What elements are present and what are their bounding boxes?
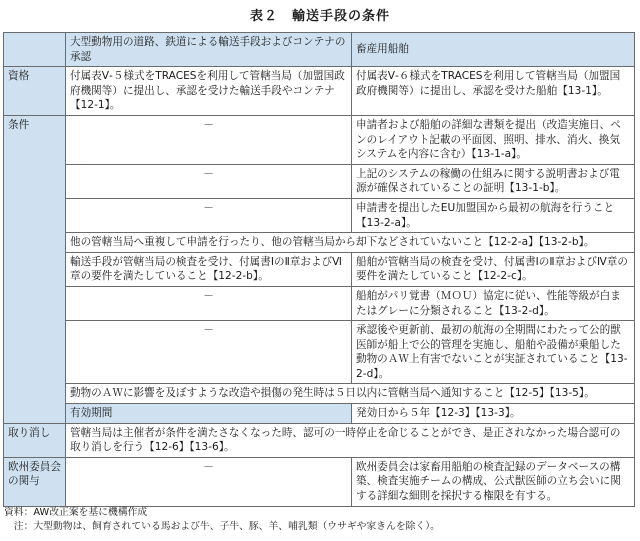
header-land-transport: 大型動物用の道路、鉄道による輸送手段およびコンテナの承認	[66, 33, 352, 67]
conditions-common-no-duplicate: 他の管轄当局へ重複して申請を行ったり、他の管轄当局から却下などされていないこと【12-2-a】【13-2-b】。	[66, 233, 635, 253]
header-empty-cell	[4, 33, 66, 67]
conditions-sea-documents: 申請者および船舶の詳細な書類を提出（改造実施日、ペンのレイアウト記載の平面図、照明、排水、消火、換気システムを内容に含む）【13-1-a】。	[352, 115, 635, 164]
row-label-eu-commission: 欧州委員会の関与	[4, 457, 66, 506]
header-row	[4, 33, 635, 67]
row-conditions-common-2	[4, 384, 635, 404]
conditions-land-dash-2: －	[66, 164, 352, 198]
conditions-sea-power-proof: 上記のシステムの稼働の仕組みに関する説明書および電源が確保されていることの証明【13-1-b】。	[352, 164, 635, 198]
eu-commission-land-dash: －	[66, 457, 352, 506]
conditions-common-notify: 動物のＡＷに影響を及ぼすような改造や損傷の発生時は５日以内に管轄当局へ通知すること【12-5】【13-5】。	[66, 384, 635, 404]
qualification-sea: 付属表Ⅴ‐６様式をTRACESを利用して管轄当局（加盟国政府機関等）に提出し、承認を受けた船舶【13-1】。	[352, 67, 635, 116]
validity-text: 発効日から５年【12-3】【13-3】。	[352, 404, 635, 424]
row-label-qualification: 資格	[4, 67, 66, 116]
row-conditions-5	[4, 321, 635, 384]
revocation-text: 管轄当局は主催者が条件を満たさなくなった時、認可の一時停止を命じることができ、是正されなかった場合認可の取り消しを行う【12-6】【13-6】。	[66, 423, 635, 457]
row-label-conditions: 条件	[4, 115, 66, 423]
row-conditions-1	[4, 115, 635, 164]
conditions-land-dash-5: －	[66, 321, 352, 384]
conditions-sea-paris-mou: 船舶がパリ覚書（ＭＯＵ）協定に従い、性能等級が白またはグレーに分類されること【13-2-d】。	[352, 286, 635, 320]
conditions-land-inspection: 輸送手段が管轄当局の検査を受け、付属書ⅠのⅡ章およびⅥ章の要件を満たしていること【12-2-b】。	[66, 252, 352, 286]
row-revocation	[4, 423, 635, 457]
table-title: 表２ 輸送手段の条件	[249, 9, 390, 24]
conditions-sea-official-vet: 承認後や更新前、最初の航海の全期間にわたって公的獣医師が船上で公的管理を実施し、船舶や設備が乗船した動物のＡＷ上有害でないことが実証されていること【13-2-d】。	[352, 321, 635, 384]
conditions-sea-inspection: 船舶が管轄当局の検査を受け、付属書ⅠのⅡ章およびⅣ章の要件を満たしていること【12-2-c】。	[352, 252, 635, 286]
header-livestock-vessel: 畜産用船舶	[352, 33, 635, 67]
conditions-land-dash-4: －	[66, 286, 352, 320]
conditions-land-dash-1: －	[66, 115, 352, 164]
row-conditions-3	[4, 198, 635, 232]
row-qualification	[4, 67, 635, 116]
qualification-land: 付属表Ⅴ‐５様式をTRACESを利用して管轄当局（加盟国政府機関等）に提出し、承認を受けた輸送手段やコンテナ【12-1】。	[66, 67, 352, 116]
conditions-sea-first-voyage: 申請書を提出したEU加盟国から最初の航海を行うこと【13-2-a】。	[352, 198, 635, 232]
row-conditions-inspection	[4, 252, 635, 286]
source-note: 資料：AW改正案を基に機構作成	[4, 507, 148, 518]
row-eu-commission	[4, 457, 635, 506]
row-conditions-2	[4, 164, 635, 198]
footnote: 注：大型動物は、飼育されている馬および牛、子牛、豚、羊、哺乳類（ウサギや家きんを除く）。	[4, 521, 440, 532]
row-conditions-common-1	[4, 233, 635, 253]
row-conditions-4	[4, 286, 635, 320]
row-label-validity: 有効期間	[66, 404, 352, 424]
conditions-land-dash-3: －	[66, 198, 352, 232]
eu-commission-sea: 欧州委員会は家畜用船舶の検査記録のデータベースの構築、検査実施チームの構成、公式獣医師の立ち会いに関する詳細な細則を採択する権限を有する。	[352, 457, 635, 506]
transport-conditions-table	[3, 32, 635, 507]
row-label-revocation: 取り消し	[4, 423, 66, 457]
row-validity	[4, 404, 635, 424]
